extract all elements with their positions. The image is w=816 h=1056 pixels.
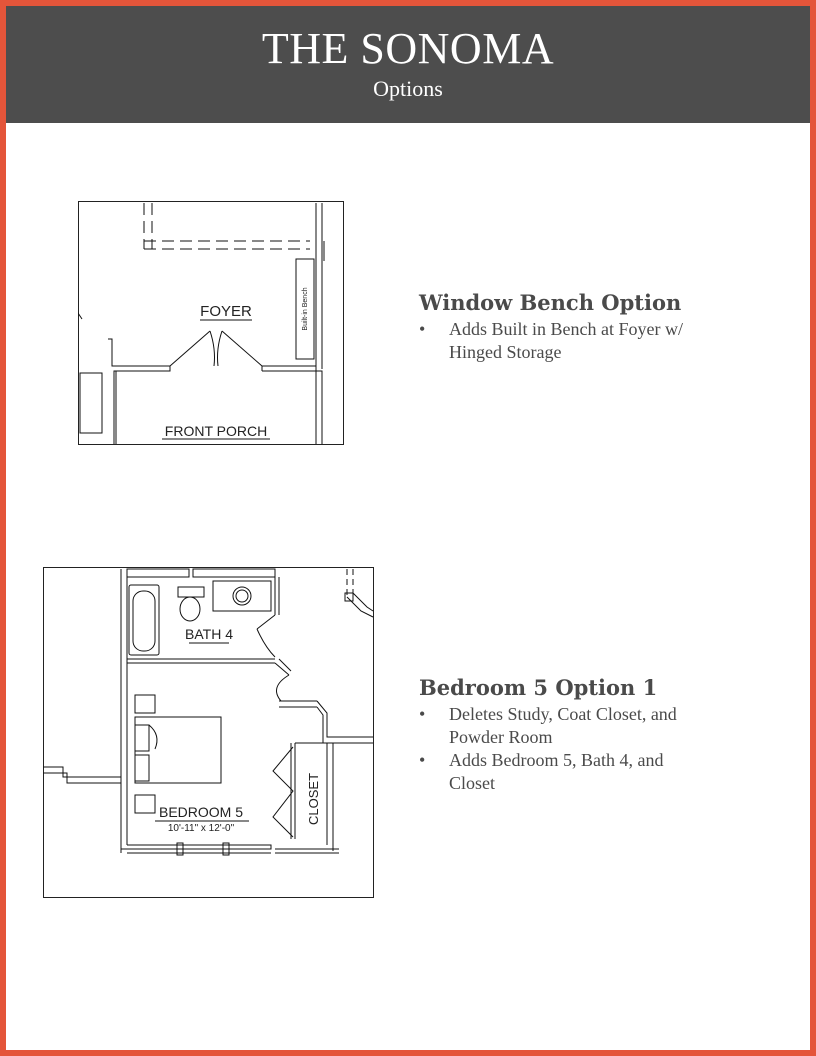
page-subtitle: Options [373,76,443,101]
bullet-text-line-2: Hinged Storage [449,342,562,362]
bedroom-5-option [419,675,759,795]
front-porch-label: FRONT PORCH [164,423,268,439]
bullet-icon: • [419,750,426,770]
window-bench-floor-plan [78,201,346,447]
bullet-text-line-2: Powder Room [449,727,553,747]
option-title: Bedroom 5 Option 1 [419,675,658,700]
page-header [6,6,810,123]
foyer-label: FOYER [200,303,252,320]
bedroom-5-dimensions: 10'-11" x 12'-0" [167,823,235,834]
option-bullet [419,318,759,364]
option-bullet-list [419,318,759,364]
window-bench-option [419,290,759,364]
built-in-bench-label: Built-in Bench [302,287,309,331]
bullet-text-line-2: Closet [449,773,496,793]
bullet-text-line-1: Adds Bedroom 5, Bath 4, and [449,750,664,770]
bullet-text-line-1: Deletes Study, Coat Closet, and [449,704,677,724]
option-title: Window Bench Option [419,290,682,315]
bullet-icon: • [419,319,426,339]
bullet-icon: • [419,704,426,724]
option-bullet [419,749,759,795]
option-bullet-list [419,703,759,795]
bullet-text-line-1: Adds Built in Bench at Foyer w/ [449,319,683,339]
bedroom-5-label: BEDROOM 5 [158,804,244,820]
bath-4-label: BATH 4 [185,626,233,642]
bedroom-5-floor-plan [43,567,377,900]
option-bullet [419,703,759,749]
page-title: THE SONOMA [261,24,555,73]
closet-label: CLOSET [306,772,321,826]
